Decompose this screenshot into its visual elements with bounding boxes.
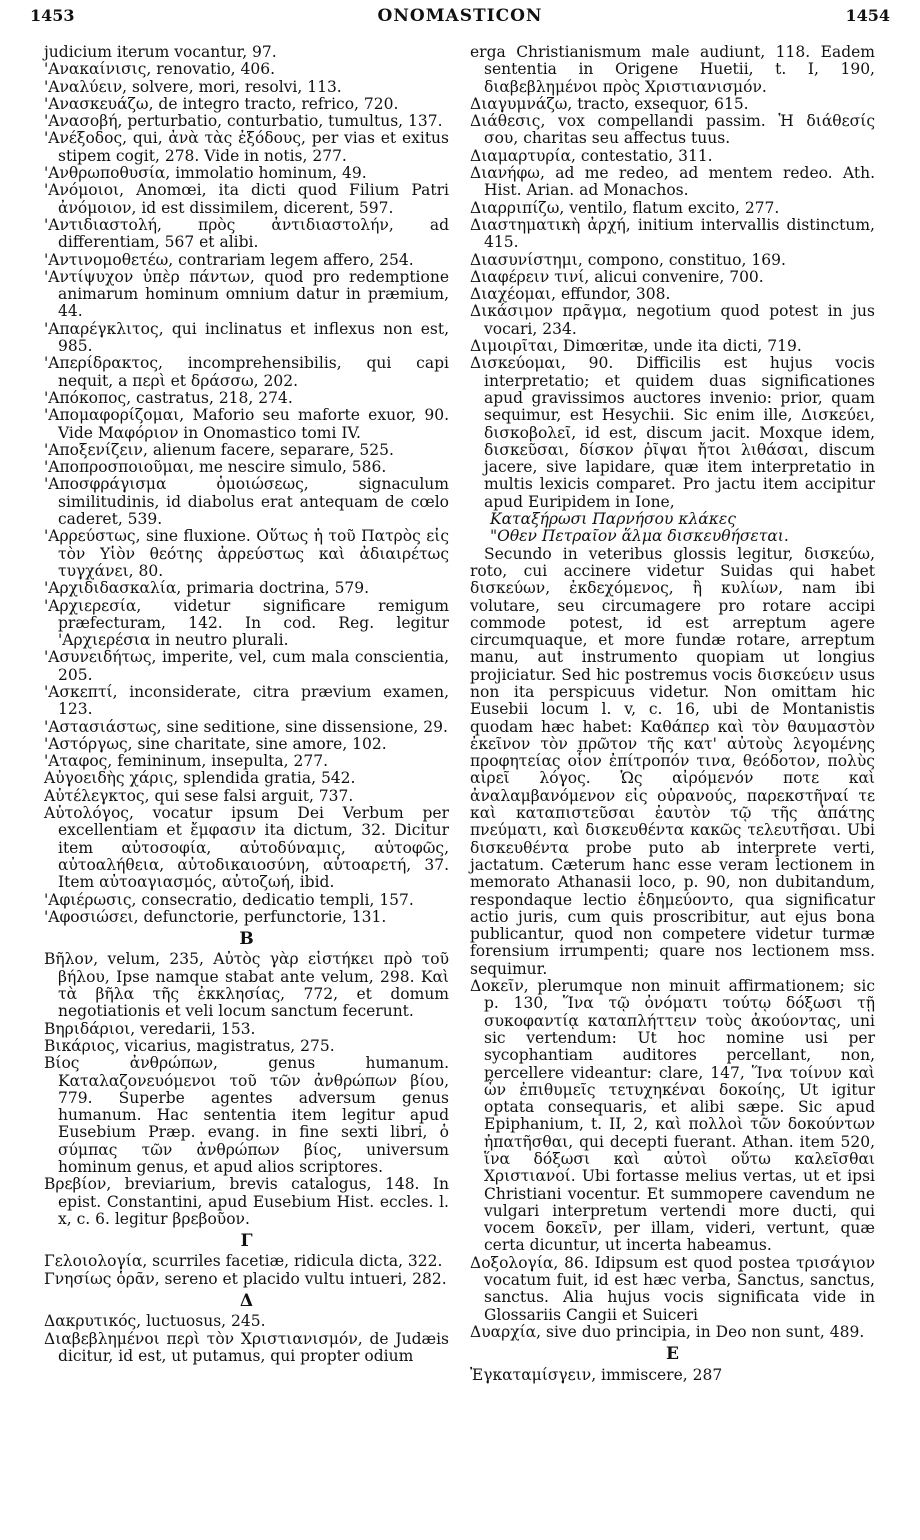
section-letter: Γ: [240, 1231, 253, 1252]
dictionary-entry: Διμοιρῖται, Dimœritæ, unde ita dicti, 719.: [470, 337, 802, 356]
dictionary-entry: 'Αφιέρωσις, consecratio, dedicatio templi, 157.: [44, 890, 414, 909]
dictionary-entry: Διαχέομαι, effundor, 308.: [470, 285, 671, 304]
dictionary-entry: Διανήφω, ad me redeo, ad mentem redeo. Ath. Hist. Arian. ad Monachos.: [470, 164, 875, 200]
dictionary-entry: Διαφέρειν τινί, alicui convenire, 700.: [470, 267, 764, 286]
dictionary-entry: Δυαρχία, sive duo principia, in Deo non sunt, 489.: [470, 1322, 865, 1341]
dictionary-entry: Αὐτέλεγκτος, qui sese falsi arguit, 737.: [44, 786, 354, 805]
page-header: [30, 6, 890, 36]
dictionary-entry: 'Αποσφράγισμα ὁμοιώσεως, signaculum similitudinis, id diabolus erat antequam de cœlo caderet, 539.: [44, 475, 449, 529]
dictionary-entry: Διάθεσις, vox compellandi passim. Ἡ διάθεσίς σου, charitas seu affectus tuus.: [470, 112, 875, 148]
dictionary-entry: 'Αστασιάστως, sine seditione, sine dissensione, 29.: [44, 717, 448, 736]
dictionary-entry: Ἐγκαταμίσγειν, immiscere, 287: [470, 1365, 723, 1384]
dictionary-entry: Αὐγοειδὴς χάρις, splendida gratia, 542.: [44, 769, 356, 788]
dictionary-entry: Γελοιολογία, scurriles facetiæ, ridicula dicta, 322.: [44, 1252, 443, 1271]
dictionary-entry: Διαγυμνάζω, tracto, exsequor, 615.: [470, 94, 749, 113]
dictionary-entry: 'Αποπροσποιοῦμαι, me nescire simulo, 586.: [44, 458, 387, 477]
dictionary-entry: 'Απομαφορίζομαι, Maforio seu maforte exuor, 90. Vide Μαφόριον in Onomastico tomi IV.: [44, 406, 449, 442]
dictionary-entry: Βίος ἀνθρώπων, genus humanum. Καταλαζονευόμενοι τοῦ τῶν ἀνθρώπων βίου, 779. Superbe agentes adversum genus humanum. Hac sententia item legitur apud Eusebium Præp. evang. in fine sexti libri, ὁ σύμπας τῶν ἀνθρώπων βίος, universum hominum genus, et apud alios scriptores.: [44, 1054, 449, 1176]
dictionary-entry: 'Απόκοπος, castratus, 218, 274.: [44, 388, 293, 407]
dictionary-entry: 'Ανασοβή, perturbatio, conturbatio, tumultus, 137.: [44, 112, 443, 131]
left-column: [44, 44, 449, 1365]
dictionary-entry: Αὐτολόγος, vocatur ipsum Dei Verbum per excellentiam et ἔμφασιν ita dictum, 32. Dicitur item αὐτοσοφία, αὐτοδύναμις, αὐτοφῶς, αὐτοαλήθεια, αὐτοδικαιοσύνη, αὐτοαρετή, 37. Item αὐτοαγιασμός, αὐτοζωή, ibid.: [44, 804, 449, 892]
dictionary-entry: Δακρυτικός, luctuosus, 245.: [44, 1312, 266, 1331]
dictionary-entry: 'Ανθρωποθυσία, immolatio hominum, 49.: [44, 164, 367, 183]
verse-quote: "Οθεν Πετραῖον ἅλμα δισκευθήσεται.: [490, 527, 789, 546]
dictionary-entry: Βρεβίον, breviarium, brevis catalogus, 148. In epist. Constantini, apud Eusebium Hist. eccles. l. x, c. 6. legitur βρεβοῦον.: [44, 1175, 449, 1228]
dictionary-entry: Διασυνίστημι, compono, constituo, 169.: [470, 250, 786, 269]
verse-quote: Καταξήρωσι Παρνήσου κλάκες: [490, 510, 736, 529]
dictionary-entry: 'Ανόμοιοι, Anomœi, ita dicti quod Filium Patri ἀνόμοιον, id est dissimilem, dicerent, 597.: [44, 181, 449, 217]
page-number-left: 1453: [30, 6, 75, 25]
dictionary-entry: 'Ανέξοδος, qui, ἀνὰ τὰς ἐξόδους, per vias et exitus stipem cogit, 278. Vide in notis, 277.: [44, 129, 449, 165]
right-column: [470, 44, 875, 1384]
dictionary-entry: 'Ασυνειδήτως, imperite, vel, cum mala conscientia, 205.: [44, 648, 449, 684]
dictionary-entry: Βικάριος, vicarius, magistratus, 275.: [44, 1036, 335, 1055]
dictionary-entry: erga Christianismum male audiunt, 118. Eadem sententia in Origene Huetii, t. I, 190, διαβεβλημένοι πρὸς Χριστιανισμόν.: [470, 43, 875, 96]
dictionary-entry: 'Αντιδιαστολή, πρὸς ἀντιδιαστολήν, ad differentiam, 567 et alibi.: [44, 215, 449, 252]
section-letter: Δ: [239, 1291, 254, 1312]
dictionary-entry: Βῆλον, velum, 235, Αὐτὸς γὰρ εἱστήκει πρὸ τοῦ βήλου, Ipse namque stabat ante velum, 298. Καὶ τὰ βῆλα τῆς ἐκκλησίας, 772, et domum negotiationis et veli locum sanctum fecerunt.: [44, 950, 449, 1021]
dictionary-entry: 'Ασκεπτί, inconsiderate, citra prævium examen, 123.: [44, 682, 449, 719]
dictionary-entry: Διαβεβλημένοι περὶ τὸν Χριστιανισμόν, de Judæis dicitur, id est, ut putamus, qui propter odium: [44, 1329, 449, 1365]
dictionary-entry: 'Αρρεύστως, sine fluxione. Οὕτως ἡ τοῦ Πατρὸς εἰς τὸν Υἱὸν θεότης ἀρρεύστως καὶ ἀδιαιρέτως τυγχάνει, 80.: [44, 527, 449, 580]
section-letter: B: [239, 929, 254, 950]
dictionary-entry: 'Απαρέγκλιτος, qui inclinatus et inflexus non est, 985.: [44, 319, 449, 356]
dictionary-entry: 'Αταφος, femininum, insepulta, 277.: [44, 752, 329, 771]
dictionary-entry: 'Αντίψυχον ὑπὲρ πάντων, quod pro redemptione animarum hominum omnium datur in præmium, 44.: [44, 267, 449, 321]
dictionary-entry: Γνησίως ὁρᾶν, sereno et placido vultu intueri, 282.: [44, 1269, 447, 1288]
dictionary-entry: Διαμαρτυρία, contestatio, 311.: [470, 146, 713, 165]
dictionary-entry: Δικάσιμον πρᾶγμα, negotium quod potest in jus vocari, 234.: [470, 302, 875, 338]
dictionary-entry: 'Αναλύειν, solvere, mori, resolvi, 113.: [44, 77, 342, 96]
dictionary-entry: Δοκεῖν, plerumque non minuit affirmationem; sic p. 130, Ἵνα τῷ ὀνόματι τούτῳ δόξωσι τῇ συκοφαντίᾳ καταπλήττειν τοὺς ἀκούοντας, uni sic vertendum: Ut hoc nomine usi per sycophantiam auditores percellant, non, percellere videantur: clare, 147, Ἵνα τοίνυν καὶ ὧν ἐπιθυμεῖς τετυχηκέναι δοκοίης, Ut igitur optata consequaris, et alibi sæpe. Sic apud Epiphanium, t. II, 2, καὶ πολλοὶ τῶν δοκούντων ἠπατῆσθαι, qui decepti fuerant. Athan. item 520, ἵνα δόξωσι καὶ αὐτοὶ οὕτω καλεῖσθαι Χριστιανοί. Ubi fortasse melius vertas, ut et ipsi Christiani vocentur. Et summopere cavendum ne vulgari interpretum vertendi more ducti, qui vocem δοκεῖν, per illam, videri, vertunt, quæ certa dicuntur, ut incerta habeamus.: [470, 977, 875, 1255]
dictionary-entry: Διαρριπίζω, ventilo, flatum excito, 277.: [470, 198, 780, 217]
dictionary-entry: 'Αντινομοθετέω, contrariam legem affero, 254.: [44, 250, 414, 269]
dictionary-entry: 'Αποξενίζειν, alienum facere, separare, 525.: [44, 440, 394, 459]
page-number-right: 1454: [845, 6, 890, 25]
running-title: ONOMASTICON: [377, 6, 543, 26]
dictionary-entry: Δισκεύομαι, 90. Difficilis est hujus vocis interpretatio; et quidem duas significationes apud gravissimos auctores invenio: prior, quam sequimur, est Hesychii. Sic enim ille, Δισκεύει, δισκοβολεῖ, id est, discum jacit. Moxque idem, δισκεῦσαι, δίσκον ῥῖψαι ἤτοι λιθάσαι, discum jacere, sive lapidare, quæ item interpretatio in multis lexicis comparet. Pro jactu item accipitur apud Euripidem in Ione,: [470, 354, 875, 511]
dictionary-entry: 'Ανασκευάζω, de integro tracto, refrico, 720.: [44, 94, 399, 113]
dictionary-entry: 'Αστόργως, sine charitate, sine amore, 102.: [44, 734, 387, 753]
dictionary-entry: 'Αρχιδιδασκαλία, primaria doctrina, 579.: [44, 579, 370, 598]
dictionary-entry: 'Ανακαίνισις, renovatio, 406.: [44, 60, 276, 79]
section-letter: E: [666, 1344, 679, 1365]
dictionary-entry: 'Απερίδρακτος, incomprehensibilis, qui capi nequit, a περὶ et δράσσω, 202.: [44, 354, 449, 390]
dictionary-entry: Secundo in veteribus glossis legitur, δισκεύω, roto, cui accinere videtur Suidas qui habet δισκεύων, ἐκδεχόμενος, ἢ κυλίων, nam ibi volutare, seu circumagere pro rotare accipi commode potest, id est arreptum agere circumquaque, et more fundæ rotare, arreptum manu, aut instrumento quopiam ut longius projiciatur. Sed hic postremus vocis δισκεύειν usus non ita perspicuus videtur. Non omittam hic Eusebii locum l. v, c. 16, ubi de Montanistis quodam hæc habet: Καθάπερ καὶ τὸν θαυμαστὸν ἐκεῖνον τὸν πρῶτον τῆς κατ' αὐτοὺς λεγομένης προφητείας οἷον ἐπίτροπόν τινα, θεόδοτον, πολὺς αἱρεῖ λόγος. Ὡς αἰρόμενόν ποτε καὶ ἀναλαμβανόμενον εἰς οὐρανούς, παρεκστῆναί τε καὶ καταπιστεῦσαι ἑαυτὸν τῷ τῆς ἀπάτης πνεύματι, καὶ δισκευθέντα κακῶς τελευτῆσαι. Ubi δισκευθέντα probe puto ab interprete verti, jactatum. Cæterum hanc esse veram lectionem in memorato Athanasii loco, p. 90, non dubitandum, respondaque lectio ἐδημεύοντο, qua significatur actio juris, cum quis proscribitur, aut ejus bona publicantur, quod non competere videtur turmæ forensium irrumpenti; quare nos lectionem mss. sequimur.: [470, 544, 875, 978]
dictionary-entry: 'Αφοσιώσει, defunctorie, perfunctorie, 131.: [44, 907, 387, 926]
dictionary-entry: Βηριδάριοι, veredarii, 153.: [44, 1019, 256, 1038]
dictionary-entry: 'Αρχιερεσία, videtur significare remigum præfecturam, 142. In cod. Reg. legitur 'Αρχιερέσια in neutro plurali.: [44, 596, 449, 650]
dictionary-entry: Διαστηματικὴ ἀρχή, initium intervallis distinctum, 415.: [470, 215, 875, 252]
dictionary-entry: Δοξολογία, 86. Idipsum est quod postea τρισάγιον vocatum fuit, id est hæc verba, Sanctus, sanctus, sanctus. Alia hujus vocis significata vide in Glossariis Cangii et Suiceri: [470, 1253, 875, 1324]
dictionary-entry: judicium iterum vocantur, 97.: [44, 43, 277, 61]
